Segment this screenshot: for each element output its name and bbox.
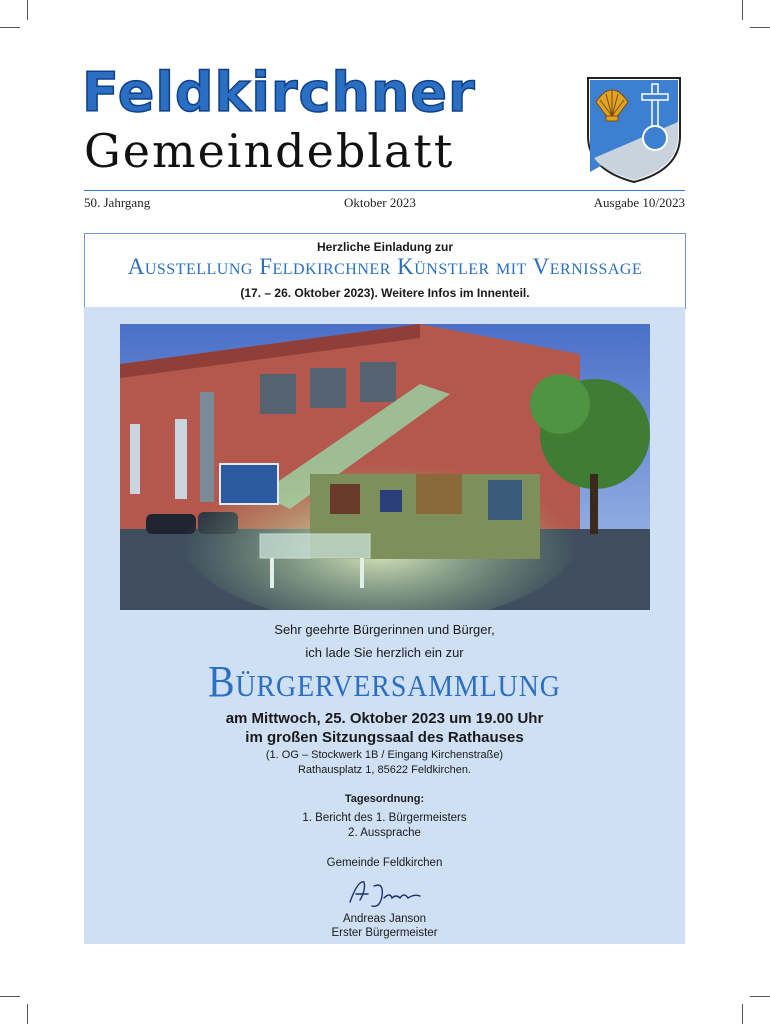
crop-mark — [0, 996, 20, 997]
crop-mark — [742, 0, 743, 20]
event-title: Bürgerversammlung — [208, 657, 561, 706]
masthead-subtitle: Gemeindeblatt — [84, 124, 455, 178]
invitation-title: Ausstellung Feldkirchner Künstler mit Vernissage — [127, 254, 643, 279]
sender-name: Gemeinde Feldkirchen — [326, 857, 443, 869]
signer-name: Andreas Janson — [342, 913, 427, 925]
issue-month: Oktober 2023 — [344, 195, 416, 210]
municipal-crest-icon — [584, 74, 684, 184]
town-hall-exhibition-photo — [120, 324, 650, 610]
crop-mark — [742, 1004, 743, 1024]
crop-mark — [0, 27, 20, 28]
greeting-line-2: ich lade Sie herzlich ein zur — [305, 645, 464, 660]
invitation-intro: Herzliche Einladung zur — [316, 240, 454, 254]
edition-label: Ausgabe 10/2023 — [593, 195, 685, 210]
masthead-title: Feldkirchner — [82, 61, 476, 124]
address-line-1: (1. OG – Stockwerk 1B / Eingang Kirchenstraße) — [265, 749, 504, 761]
signer-role: Erster Bürgermeister — [331, 927, 438, 939]
invitation-dates: (17. – 26. Oktober 2023). Weitere Infos im Innenteil. — [240, 286, 530, 300]
agenda-item: 1. Bericht des 1. Bürgermeisters — [302, 812, 467, 824]
crop-mark — [27, 1004, 28, 1024]
crop-mark — [750, 27, 770, 28]
issue-info-line — [84, 190, 685, 217]
address-line-2: Rathausplatz 1, 85622 Feldkirchen. — [297, 764, 472, 776]
greeting-line-1: Sehr geehrte Bürgerinnen und Bürger, — [274, 622, 495, 637]
exhibition-invitation-box — [84, 233, 686, 309]
event-venue: im großen Sitzungssaal des Rathauses — [245, 729, 524, 746]
crop-mark — [27, 0, 28, 20]
agenda-heading: Tagesordnung: — [344, 793, 425, 805]
event-date-time: am Mittwoch, 25. Oktober 2023 um 19.00 Uhr — [225, 710, 544, 727]
agenda-item: 2. Aussprache — [348, 827, 421, 839]
handwritten-signature — [344, 872, 426, 912]
volume-label: 50. Jahrgang — [84, 195, 151, 210]
crop-mark — [750, 996, 770, 997]
